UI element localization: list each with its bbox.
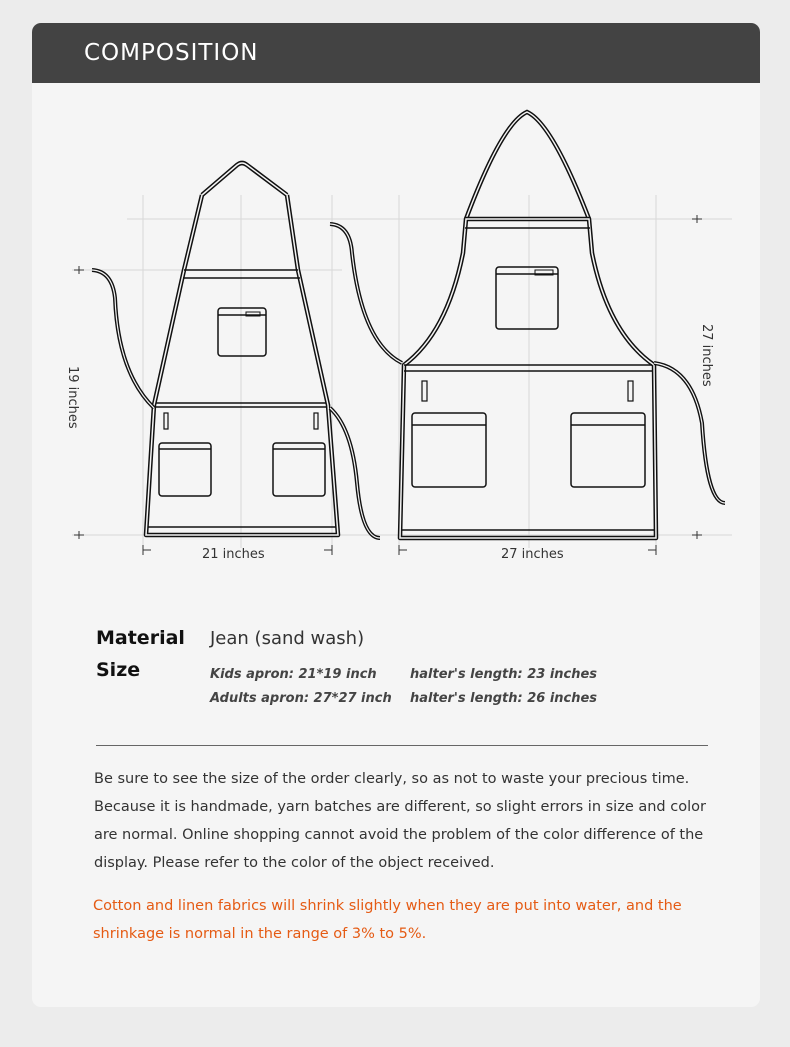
kids-halter: halter's length: 23 inches [410, 667, 598, 682]
size-note: Be sure to see the size of the order clearly, so as not to waste your precious time. Because it is handmade, yarn batches are different, so slight errors in size and color are normal. Online shopping cannot avoid the problem of the color difference of the display. Please refer to the color of the object received. [94, 771, 706, 871]
kids-height-label: 19 inches [65, 366, 80, 429]
material-label: Material [96, 627, 185, 649]
material-row [96, 627, 716, 649]
kids-width-label: 21 inches [202, 547, 265, 562]
shrinkage-warning: Cotton and linen fabrics will shrink slightly when they are put into water, and the shrinkage is normal in the range of 3% to 5%. [93, 898, 682, 942]
composition-card [32, 23, 760, 1007]
spec-table [96, 627, 716, 706]
apron-size-diagram [32, 83, 760, 603]
material-value: Jean (sand wash) [210, 628, 365, 649]
dimension-ticks [74, 215, 702, 555]
adults-height-label: 27 inches [699, 324, 714, 387]
kids-size: Kids apron: 21*19 inch [210, 667, 377, 682]
adults-apron [330, 112, 725, 538]
size-label: Size [96, 659, 141, 681]
adults-halter: halter's length: 26 inches [410, 691, 598, 706]
section-title: COMPOSITION [84, 40, 259, 66]
size-row [96, 659, 716, 706]
section-header [32, 23, 760, 83]
size-values [210, 667, 610, 706]
adults-width-label: 27 inches [501, 547, 564, 562]
adults-size: Adults apron: 27*27 inch [210, 691, 392, 706]
divider [96, 745, 708, 746]
